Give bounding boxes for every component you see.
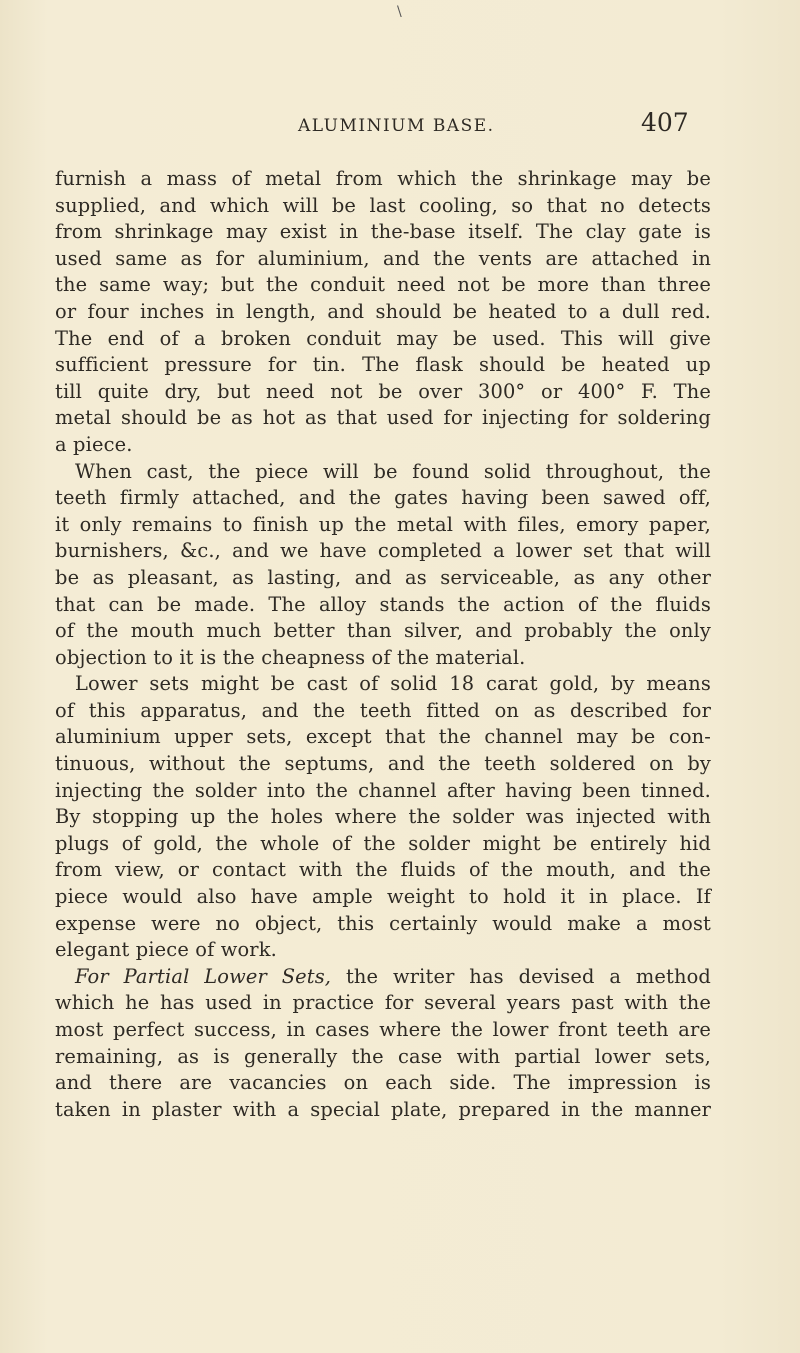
text-line: By stopping up the holes where the solder was injected with (55, 805, 711, 829)
text-line: the same way; but the conduit need not be more than three (55, 273, 711, 297)
text-line: and there are vacancies on each side. The impression is (55, 1071, 711, 1095)
text-line: plugs of gold, the whole of the solder might be entirely hid (55, 831, 711, 855)
text-line: furnish a mass of metal from which the shrinkage may be (55, 167, 711, 190)
text-line: or four inches in length, and should be heated to a dull red. (55, 299, 711, 323)
text-line (55, 964, 711, 991)
text-line: from view, or contact with the fluids of the mouth, and the (55, 858, 711, 882)
text-line: taken in plaster with a special plate, prepared in the manner (55, 1097, 711, 1121)
text-line: of this apparatus, and the teeth fitted on as described for (55, 698, 711, 722)
text-line: aluminium upper sets, except that the channel may be con- (55, 725, 711, 749)
text-line: When cast, the piece will be found solid throughout, the (75, 459, 711, 483)
italic-heading: For Partial Lower Sets, (75, 964, 332, 988)
running-title: ALUMINIUM BASE. (298, 116, 495, 136)
text-line: supplied, and which will be last cooling, so that no detects (55, 193, 711, 217)
page-header (0, 108, 800, 146)
text-line-rest: the writer has devised a method (345, 964, 711, 988)
text-line: burnishers, &c., and we have completed a lower set that will (55, 539, 711, 563)
text-line: sufficient pressure for tin. The flask should be heated up (55, 353, 711, 377)
text-line: till quite dry, but need not be over 300° or 400° F. The (55, 379, 711, 403)
text-line: Lower sets might be cast of solid 18 carat gold, by means (75, 672, 711, 696)
text-line: piece would also have ample weight to hold it in place. If (55, 885, 711, 909)
text-line: it only remains to finish up the metal with files, emory paper, (55, 512, 711, 536)
text-line: of the mouth much better than silver, and probably the only (55, 619, 711, 643)
text-line: objection to it is the cheapness of the material. (55, 645, 526, 669)
body-text (55, 166, 711, 1123)
text-line: most perfect success, in cases where the lower front teeth are (55, 1018, 711, 1041)
text-line: metal should be as hot as that used for injecting for soldering (55, 406, 711, 430)
text-line: teeth firmly attached, and the gates having been sawed off, (55, 486, 711, 510)
page-number: 407 (641, 108, 689, 137)
text-line: used same as for aluminium, and the vents are attached in (55, 246, 711, 270)
text-line: elegant piece of work. (55, 938, 277, 962)
text-line: from shrinkage may exist in the-base itself. The clay gate is (55, 220, 711, 244)
text-line: tinuous, without the septums, and the teeth soldered on by (55, 752, 711, 776)
text-line: injecting the solder into the channel after having been tinned. (55, 778, 711, 802)
text-line: expense were no object, this certainly would make a most (55, 911, 711, 935)
text-line: that can be made. The alloy stands the action of the fluids (55, 592, 711, 616)
text-line: a piece. (55, 432, 133, 456)
text-line: The end of a broken conduit may be used. This will give (55, 326, 711, 350)
text-line: remaining, as is generally the case with partial lower sets, (55, 1044, 711, 1068)
top-mark: \ (397, 4, 402, 20)
text-line: be as pleasant, as lasting, and as serviceable, as any other (55, 565, 711, 589)
text-line: which he has used in practice for several years past with the (55, 991, 711, 1015)
